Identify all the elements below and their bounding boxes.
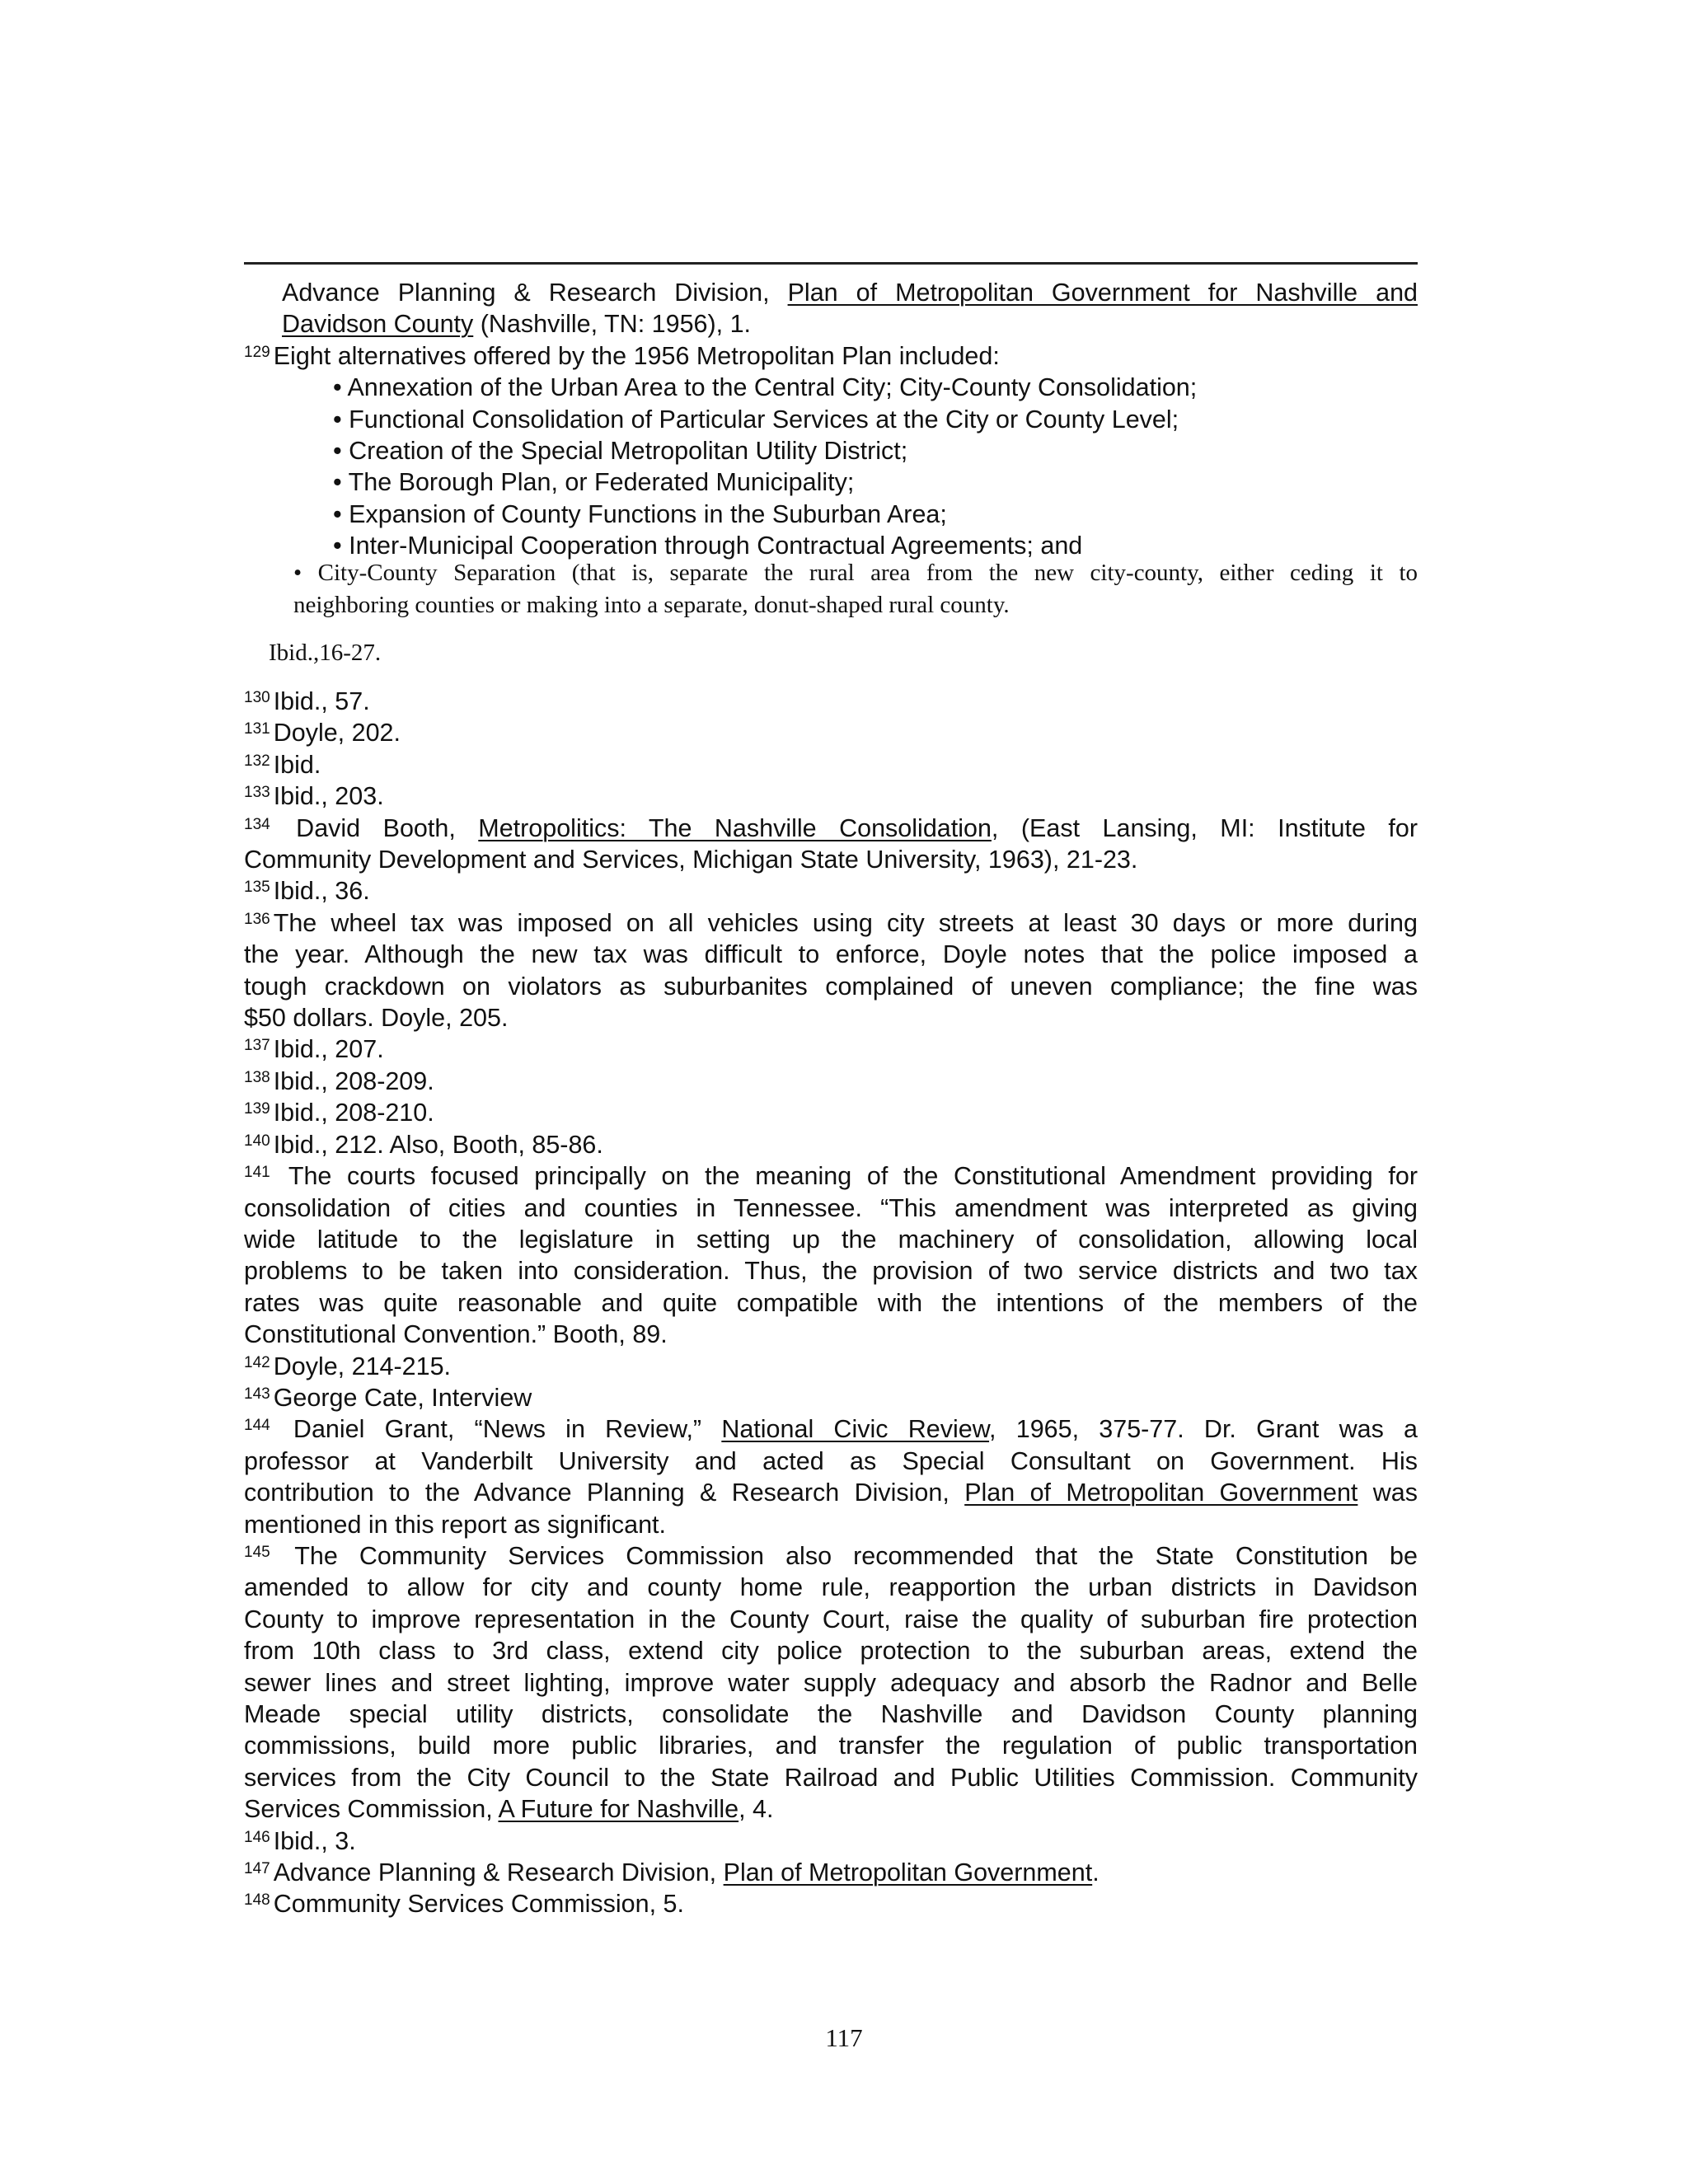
footnote-text: Eight alternatives offered by the 1956 Metropolitan Plan included: (273, 341, 1000, 370)
footnote-line (244, 1255, 1418, 1286)
footnote-line (244, 1351, 1418, 1382)
footnote-text: $50 dollars. Doyle, 205. (244, 1004, 509, 1033)
footnote-line (244, 1129, 1418, 1160)
footnote-number: 144 (244, 1417, 270, 1435)
footnote-line (244, 1667, 1418, 1699)
footnote-142 (244, 1351, 1418, 1382)
footnote-line (244, 686, 1418, 717)
footnote-number: 143 (244, 1385, 270, 1403)
footnote-148 (244, 1888, 1418, 1919)
page-number: 117 (825, 2023, 863, 2052)
footnote-131 (244, 717, 1418, 748)
footnote-line (244, 1066, 1418, 1097)
citation-title: Plan of Metropolitan Government for Nashville and (787, 279, 1418, 307)
footnote-text: Ibid., 203. (273, 782, 384, 811)
footnote-130 (244, 686, 1418, 717)
footnote-number: 133 (244, 784, 270, 802)
footnote-line (244, 1033, 1418, 1065)
footnote-text: professor at Vanderbilt University and acted as Special Consultant on Government. His (244, 1446, 1418, 1475)
citation-title: A Future for Nashville (498, 1795, 739, 1824)
footnote-146 (244, 1825, 1418, 1857)
footnote-text: , (448, 813, 479, 842)
footnote-text: the year. Although the new tax was difficult to enforce, Doyle notes that the police imposed a (244, 940, 1418, 969)
footnote-text: , 1965, 375-77. Dr. Grant was a (989, 1415, 1418, 1444)
footnote-number: 136 (244, 910, 270, 928)
footnote-number: 129 (244, 343, 270, 361)
footnote-text: problems to be taken into consideration. Thus, the provision of two service districts and two tax (244, 1257, 1418, 1286)
footnote-number: 147 (244, 1860, 270, 1878)
citation-text: (Nashville, TN: 1956), 1. (473, 310, 752, 339)
footnote-number: 131 (244, 720, 270, 738)
footnote-text: Community Development and Services, Michigan State University, 1963), 21-23. (244, 846, 1138, 874)
footnote-text: Doyle, 214-215. (273, 1352, 452, 1380)
footnote-text: David Booth (273, 813, 449, 842)
footnote-138 (244, 1066, 1418, 1097)
footnote-line (244, 1097, 1418, 1128)
citation-title: Plan of Metropolitan Government (723, 1858, 1093, 1887)
footnote-134 (244, 813, 1418, 876)
footnote-text: Advance Planning & Research Division, (273, 1858, 724, 1887)
citation-title: Davidson County (282, 310, 474, 339)
footnote-text: Daniel Grant, “News in Review,” (273, 1415, 722, 1444)
footnote-132 (244, 749, 1418, 780)
footnote-line (244, 1540, 1418, 1572)
footnote-number: 146 (244, 1828, 270, 1846)
footnote-line (244, 1160, 1418, 1192)
footnote-number: 132 (244, 752, 270, 770)
list-item: • Creation of the Special Metropolitan Utility District; (333, 437, 908, 466)
footnote-line (244, 1413, 1418, 1445)
footnote-143 (244, 1382, 1418, 1413)
footnote-number: 141 (244, 1164, 270, 1182)
footnote-number: 148 (244, 1891, 270, 1910)
footnote-text: . (1092, 1858, 1100, 1887)
footnote-line (244, 1604, 1418, 1635)
footnote-line (244, 813, 1418, 844)
footnote-135 (244, 875, 1418, 907)
footnote-line (244, 1572, 1418, 1603)
footnote-line (244, 780, 1418, 812)
footnote-line (244, 1762, 1418, 1793)
footnote-text: contribution to the Advance Planning & Research Division, (244, 1479, 965, 1507)
footnote-text: Doyle, 202. (273, 719, 401, 748)
footnote-text: Ibid. (273, 750, 321, 779)
footnote-line (244, 1193, 1418, 1224)
footnote-139 (244, 1097, 1418, 1128)
footnote-text: Ibid., 212. Also, Booth, 85-86. (273, 1130, 603, 1159)
footnote-text: Ibid., 57. (273, 687, 370, 715)
footnote-number: 137 (244, 1037, 270, 1055)
continuation-line (244, 277, 1418, 308)
footnote-128-continuation (244, 277, 1418, 562)
footnote-text: sewer lines and street lighting, improve water supply adequacy and absorb the Radnor and Belle (244, 1668, 1418, 1697)
footnote-line (244, 971, 1418, 1002)
footnote-number: 142 (244, 1353, 270, 1371)
footnote-text: wide latitude to the legislature in setting up the machinery of consolidation, allowing local (244, 1225, 1418, 1254)
footnote-number: 139 (244, 1100, 270, 1118)
list-item: • Inter-Municipal Cooperation through Contractual Agreements; and (333, 532, 1083, 560)
footnote-line (244, 1825, 1418, 1857)
footnote-text: Ibid., 208-209. (273, 1066, 434, 1095)
footnote-text: Ibid., 3. (273, 1826, 356, 1855)
footnote-text: , (East Lansing, MI: Institute for (991, 813, 1418, 842)
footnote-text: The wheel tax was imposed on all vehicles using city streets at least 30 days or more during (273, 908, 1418, 937)
citation-title: Metropolitics: The Nashville Consolidation (478, 813, 992, 842)
footnote-129 (244, 340, 1418, 372)
footnote-147 (244, 1857, 1418, 1888)
footnote-137 (244, 1033, 1418, 1065)
footnote-line (244, 1287, 1418, 1319)
continuation-line (244, 308, 1418, 340)
footnote-number: 130 (244, 689, 270, 706)
list-item: • Annexation of the Urban Area to the Central City; City-County Consolidation; (333, 373, 1198, 402)
footnote-text: The Community Services Commission also recommended that the State Constitution be (273, 1541, 1418, 1570)
footnote-text: rates was quite reasonable and quite compatible with the intentions of the members of the (244, 1288, 1418, 1317)
footnote-text: from 10th class to 3rd class, extend city police protection to the suburban areas, extend the (244, 1637, 1418, 1666)
alternatives-last-item (293, 557, 1418, 621)
footnote-text: was (1357, 1479, 1418, 1507)
footnote-text: Ibid., 36. (273, 877, 370, 906)
footnote-140 (244, 1129, 1418, 1160)
footnote-number: 134 (244, 815, 270, 833)
footnote-text: commissions, build more public libraries, and transfer the regulation of public transportation (244, 1732, 1418, 1760)
list-item-line: neighboring counties or making into a separate, donut-shaped rural county. (293, 591, 1010, 618)
footnote-line (244, 717, 1418, 748)
footnote-145 (244, 1540, 1418, 1825)
footnote-line (244, 1224, 1418, 1255)
footnote-129-ibid: Ibid.,16-27. (269, 640, 382, 666)
footnote-text: Services Commission, (244, 1795, 499, 1824)
footnote-line (244, 1446, 1418, 1477)
footnote-line (244, 1857, 1418, 1888)
footnote-text: County to improve representation in the County Court, raise the quality of suburban fire protection (244, 1605, 1418, 1633)
footnote-line (244, 1477, 1418, 1508)
list-item: • Functional Consolidation of Particular Services at the City or County Level; (333, 405, 1179, 434)
footnote-line (244, 1382, 1418, 1413)
footnote-133 (244, 780, 1418, 812)
footnote-text: Constitutional Convention.” Booth, 89. (244, 1320, 668, 1349)
footnote-number: 145 (244, 1543, 270, 1561)
footnote-line (244, 749, 1418, 780)
footnote-line (244, 1002, 1418, 1033)
footnote-line (244, 1635, 1418, 1666)
footnote-text: The courts focused principally on the meaning of the Constitutional Amendment providing for (273, 1162, 1418, 1191)
footnote-line (244, 907, 1418, 939)
footnote-line (244, 939, 1418, 970)
alternatives-list (244, 372, 1418, 561)
footnote-line (244, 1509, 1418, 1540)
footnote-line (244, 844, 1418, 875)
footnote-text: amended to allow for city and county home rule, reapportion the urban districts in Davidson (244, 1573, 1418, 1602)
footnote-number: 140 (244, 1132, 270, 1150)
footnote-number: 135 (244, 879, 270, 897)
footnote-line (244, 1730, 1418, 1761)
list-item: • The Borough Plan, or Federated Municipality; (333, 468, 855, 497)
footnote-line (244, 1319, 1418, 1350)
footnote-line (244, 1888, 1418, 1919)
footnote-text: services from the City Council to the State Railroad and Public Utilities Commission. Community (244, 1763, 1418, 1792)
footnote-line (244, 1793, 1418, 1825)
footnote-text: Meade special utility districts, consolidate the Nashville and Davidson County planning (244, 1700, 1418, 1728)
footnote-text: Ibid., 208-210. (273, 1099, 434, 1127)
footnote-number: 138 (244, 1068, 270, 1086)
citation-title: Plan of Metropolitan Government (964, 1479, 1358, 1507)
footnote-141 (244, 1160, 1418, 1350)
footnote-text: , 4. (738, 1795, 774, 1824)
list-item: • Expansion of County Functions in the Suburban Area; (333, 499, 947, 528)
footnote-separator-rule (244, 262, 1418, 265)
footnote-text: George Cate, Interview (273, 1383, 532, 1412)
footnote-text: tough crackdown on violators as suburbanites complained of uneven compliance; the fine was (244, 972, 1418, 1001)
footnote-text: mentioned in this report as significant. (244, 1510, 666, 1539)
footnote-144 (244, 1413, 1418, 1540)
footnote-136 (244, 907, 1418, 1034)
footnote-text: Ibid., 207. (273, 1035, 384, 1064)
footnote-line (244, 1699, 1418, 1730)
footnote-line (244, 875, 1418, 907)
list-item-line: • City-County Separation (that is, separate the rural area from the new city-county, either ceding it to (293, 560, 1418, 586)
citation-title: National Civic Review (721, 1415, 990, 1444)
citation-text: Advance Planning & Research Division, (282, 279, 788, 307)
footnote-text: Community Services Commission, 5. (273, 1890, 684, 1919)
footnotes-list (244, 686, 1418, 1920)
footnote-text: consolidation of cities and counties in Tennessee. “This amendment was interpreted as giving (244, 1193, 1418, 1222)
